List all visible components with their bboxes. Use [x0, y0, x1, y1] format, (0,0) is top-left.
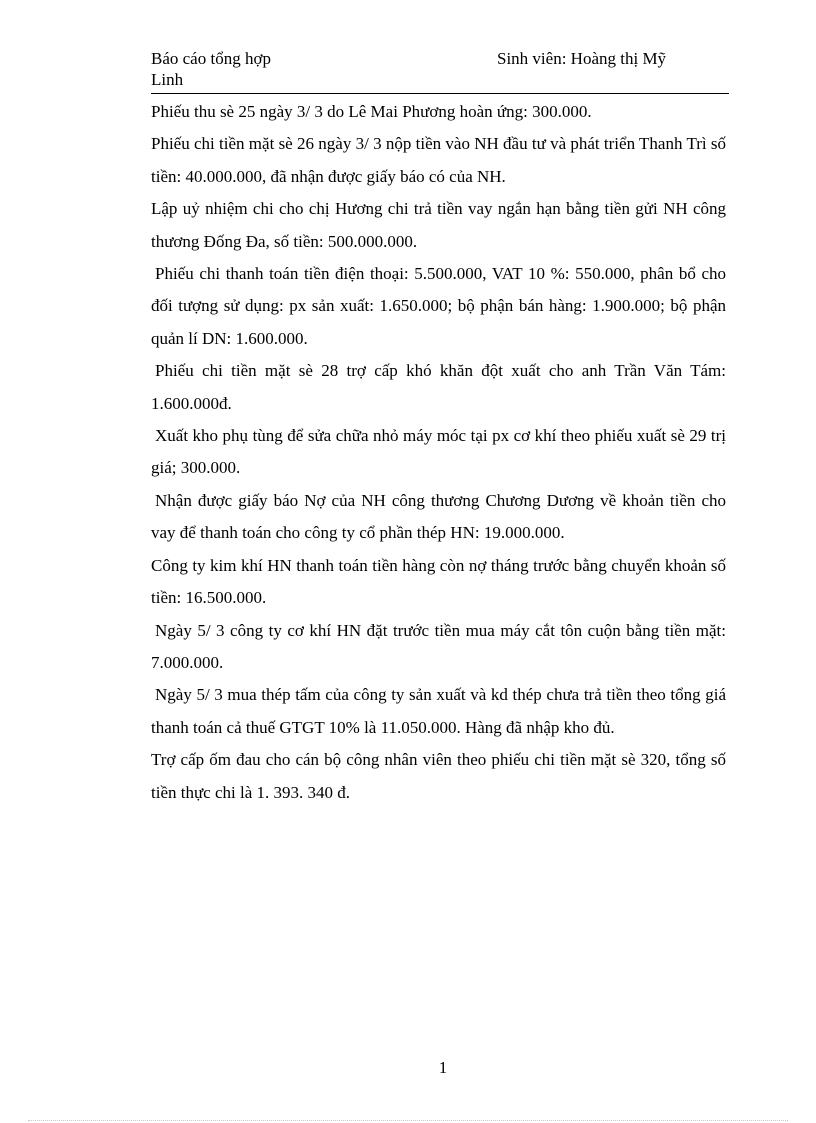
- paragraph-2: Phiếu chi tiền mặt sè 26 ngày 3/ 3 nộp tiền vào NH đầu tư và phát triển Thanh Trì số tiền: 40.000.000, đã nhận được giấy báo có của NH.: [151, 134, 726, 186]
- paragraph-11: Trợ cấp ốm đau cho cán bộ công nhân viên theo phiếu chi tiền mặt sè 320, tổng số tiền thực chi là 1. 393. 340 đ.: [151, 750, 726, 802]
- paragraph-7: Nhận được giấy báo Nợ của NH công thương Chương Dương về khoản tiền cho vay để thanh toán cho công ty cổ phần thép HN: 19.000.000.: [151, 490, 726, 543]
- header-divider: [151, 93, 729, 94]
- page-bottom-edge: [28, 1120, 788, 1121]
- paragraph-4: Phiếu chi thanh toán tiền điện thoại: 5.500.000, VAT 10 %: 550.000, phân bổ cho đối tượng sử dụng: px sản xuất: 1.650.000; bộ phận bán hàng: 1.900.000; bộ phận quản lí DN: 1.600.000.: [151, 264, 726, 348]
- report-title-line-1: Báo cáo tổng hợp: [151, 49, 271, 68]
- paragraph-9: Ngày 5/ 3 công ty cơ khí HN đặt trước tiền mua máy cắt tôn cuộn bằng tiền mặt: 7.000.000.: [151, 620, 726, 672]
- paragraph-5: Phiếu chi tiền mặt sè 28 trợ cấp khó khăn đột xuất cho anh Trần Văn Tám: 1.600.000đ.: [151, 361, 726, 413]
- page-number: 1: [438, 1058, 448, 1077]
- page-header: [151, 48, 729, 92]
- report-title: [151, 48, 331, 90]
- paragraph-6: Xuất kho phụ tùng để sửa chữa nhỏ máy móc tại px cơ khí theo phiếu xuất sè 29 trị giá; 300.000.: [151, 426, 726, 478]
- student-name: Sinh viên: Hoàng thị Mỹ: [497, 49, 667, 68]
- paragraph-3: Lập uỷ nhiệm chi cho chị Hương chi trả tiền vay ngắn hạn bằng tiền gửi NH công thương Đống Đa, số tiền: 500.000.000.: [151, 199, 726, 251]
- paragraph-10: Ngày 5/ 3 mua thép tấm của công ty sản xuất và kd thép chưa trả tiền theo tổng giá thanh toán cả thuế GTGT 10% là 11.050.000. Hàng đã nhập kho đủ.: [151, 685, 726, 737]
- report-title-line-2: Linh: [151, 70, 184, 89]
- paragraph-8: Công ty kim khí HN thanh toán tiền hàng còn nợ tháng trước bằng chuyển khoản số tiền: 16.500.000.: [151, 555, 726, 608]
- paragraph-1: Phiếu thu sè 25 ngày 3/ 3 do Lê Mai Phương hoàn ứng: 300.000.: [151, 102, 592, 121]
- document-body: [151, 96, 726, 809]
